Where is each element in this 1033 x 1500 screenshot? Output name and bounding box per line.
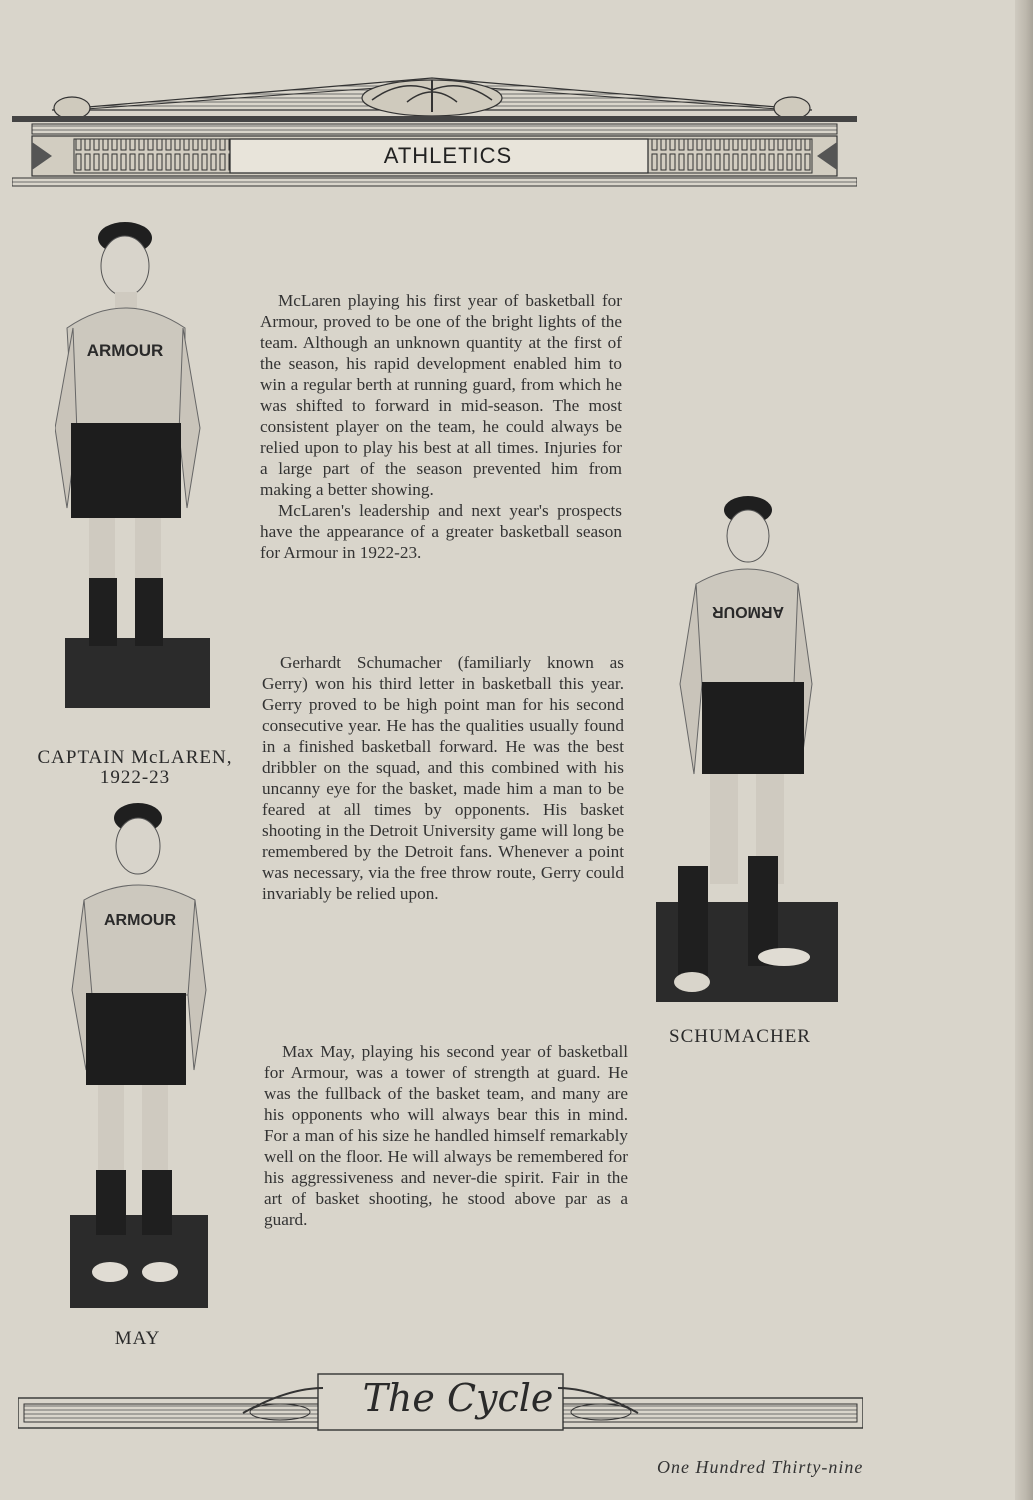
schumacher-caption: SCHUMACHER [669, 1026, 811, 1047]
may-paragraph: Max May, playing his second year of basketball for Armour, was a tower of strength at guard. He was the fullback of the basket team, and many are his opponents who will always bear this in mind. For a man of his size he handled himself remarkably well on the floor. He will always be remembered for his aggressiveness and never-die spirit. Fair in the art of basket shooting, he stood above par as a guard. [264, 1042, 628, 1229]
page-number: One Hundred Thirty-nine [657, 1457, 864, 1477]
mclaren-jersey-text: ARMOUR [86, 341, 164, 360]
schumacher-paragraph: Gerhardt Schumacher (familiarly known as Gerry) won his third letter in basketball this year. Gerry proved to be high point man for his second consecutive year. He has the qualities usually found in a finished basketball forward. He was the best dribbler on the squad, and this combined with his uncanny eye for the basket, made him a man to be feared at all times by opponents. His basket shooting in the Detroit University game will long be remembered by the Detroit fans. Whenever a point was necessary, via the free throw route, Gerry could invariably be relied upon. [262, 653, 624, 903]
schumacher-photo [656, 494, 838, 1004]
mclaren-paragraph-2: McLaren's leadership and next year's prospects have the appearance of a greater basketball season for Armour in 1922-23. [260, 501, 622, 562]
header-ornament [12, 72, 857, 187]
footer-title: The Cycle [362, 1376, 554, 1420]
may-jersey-text: ARMOUR [104, 912, 176, 929]
mclaren-photo [55, 218, 210, 708]
may-caption: MAY [114, 1328, 161, 1349]
mclaren-caption-line2: 1922-23 [99, 767, 171, 788]
may-photo [70, 800, 210, 1308]
mclaren-caption-line1: CAPTAIN McLAREN, [37, 747, 233, 768]
may-article [264, 1041, 628, 1230]
schumacher-article [262, 652, 624, 904]
mclaren-paragraph-1: McLaren playing his first year of basketball for Armour, proved to be one of the bright lights of the team. Although an unknown quantity at the first of the season, his rapid development enabled him to win a regular berth at running guard, from which he was shifted to forward in mid-season. The most consistent player on the team, he could always be relied upon to play his best at all times. Injuries for a large part of the season prevented him from making a better showing. [260, 291, 622, 499]
mclaren-article [260, 290, 622, 563]
page-edge [1015, 0, 1033, 1500]
page-title: ATHLETICS [383, 143, 513, 168]
schumacher-jersey-text: ARMOUR [712, 603, 784, 620]
footer-ornament [18, 1368, 863, 1436]
mclaren-caption [30, 748, 240, 788]
